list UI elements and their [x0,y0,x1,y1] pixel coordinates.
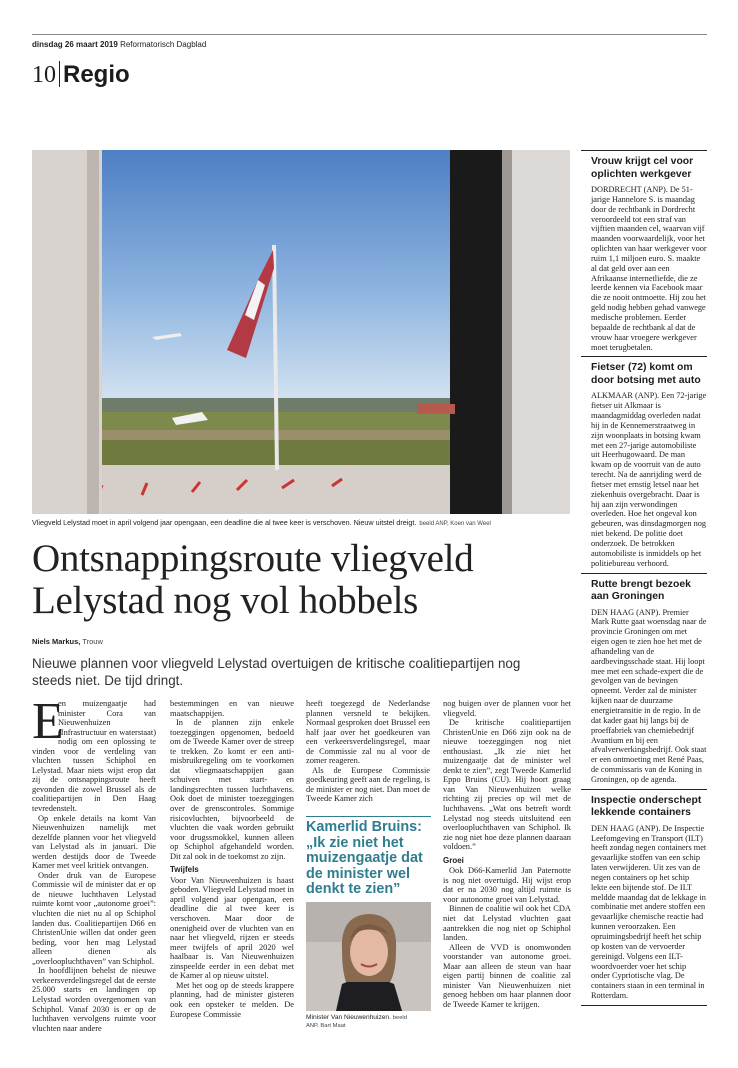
paragraph: nog buigen over de plannen voor het vliegveld. [443,699,571,718]
paragraph: In hoofdlijnen behelst de nieuwe verkeersverdelingsregel dat de eerste 25.000 starts en landingen op Lelystad worden overgenomen van Schiphol. Vanaf 2030 is er op de luchthaven vervolgens ruimte voor vluchten naar andere [32,966,156,1033]
paragraph: Ook D66-Kamerlid Jan Paternotte is nog niet overtuigd. Hij wijst erop dat er na 2030 nog altijd ruimte is voor autonome groei van Lelystad. [443,866,571,904]
sidebar-end-rule [581,1005,707,1006]
article-headline [32,538,572,622]
paragraph: en muizengaatje had minister Cora van Nieuwenhuizen (Infrastructuur en waterstaat) nodig om een oplossing te vinden voor de verdeling van vluchten tussen Schiphol en Lelystad. Maar niets wijst erop dat zij de ontsnappingsroute heeft gevonden die zowel Brussel als de coalitiepartijen in Den Haag tevredenstelt. [32,699,156,814]
news-brief-title: Fietser (72) komt om door botsing met auto [591,362,701,386]
paragraph: De kritische coalitiepartijen ChristenUnie en D66 zijn ook na de nieuwe toezeggingen nog niet enthousiast. „Ik zie niet het muizengaatje dat de minister wel denkt te zien”, zegt Tweede Kamerlid Eppo Bruins (CU). Hij hoort graag van Van Nieuwenhuizen welke richting zij precies op wil met de luchthavens. „Wat ons betreft wordt Lelystad nog steeds uitsluitend een overloopluchthaven van Schiphol. Ik zie nog niet hoe deze plannen daaraan voldoen.” [443,718,571,852]
author-name: Niels Markus, [32,637,81,646]
drop-cap: E [32,693,64,750]
headline-line-2: Lelystad nog vol hobbels [32,579,418,622]
paragraph: Met het oog op de steeds krappere planning, had de minister gisteren ook een opsteker te melden. De Europese Commissie [170,980,294,1019]
paragraph: In de plannen zijn enkele toezeggingen opgenomen, bedoeld om de Tweede Kamer over de streep te trekken. Zo komt er een anti-misbruikregeling om te voorkomen dat vliegmaatschappijen gaan schuiven met start- en landingsrechten tussen luchthavens. Ook doet de minister toezeggingen over de grenscontroles. Sommige risicovluchten, bijvoorbeeld de vluchten die vaak worden gebruikt voor drugssmokkel, kunnen alleen op Schiphol afgehandeld worden. Dit zal ook in de toekomst zo zijn. [170,718,294,861]
portrait-caption-text: Minister Van Nieuwenhuizen. [306,1014,391,1021]
news-brief-title: Vrouw krijgt cel voor oplichten werkgever [591,156,694,180]
article-column-2 [170,699,294,1019]
page-header [32,60,130,90]
byline [32,637,103,646]
article-column-4 [443,699,571,1010]
paragraph: heeft toegezegd de Nederlandse plannen versneld te bekijken. Normaal gesproken doet Brussel een half jaar over het goedkeuren van een verkeersverdelingsregel, maar de Commissie zal nu al voor de zomer reageren. [306,699,430,766]
news-brief [581,356,707,568]
news-brief-body: ALKMAAR (ANP). Een 72-jarige fietser uit Alkmaar is maandagmiddag overleden nadat hij in de Kennemerstraatweg in zijn woonplaats in botsing kwam met een 27-jarige automobiliste uit Heerhugowaard. De man kwam op de voorruit van de auto terecht. Na de aanrijding werd de fietser met ernstig letsel naar het ziekenhuis overgebracht. Daar is hij aan zijn verwondingen overleden. Hoe het ongeval kon gebeuren, was dinsdagmorgen nog niet bekend. De politie doet onderzoek. De betrokken automobiliste is inmiddels op het politiebureau verhoord. [591,391,707,568]
news-brief [581,789,707,1001]
paragraph: bestemmingen en van nieuwe maatschappijen. [170,699,294,718]
paragraph: Op enkele details na komt Van Nieuwenhuizen namelijk met dezelfde plannen voor het vliegveld van Lelystad als in januari. Die werden destijds door de Tweede Kamer met veel kritiek ontvangen. [32,813,156,871]
article-column-3 [306,699,430,804]
paragraph: Alleen de VVD is onomwonden voorstander van autonome groei. Maar aan alleen de steun van haar eigen partij binnen de coalitie zal minister Van Nieuwenhuizen niet genoeg hebben om haar plannen door de Tweede Kamer te krijgen. [443,942,571,1009]
news-brief [581,573,707,785]
article-column-1 [32,693,156,1033]
news-brief-body: DEN HAAG (ANP). Premier Mark Rutte gaat woensdag naar de provincie Groningen om met eigen ogen te zien hoe het met de afhandeling van de aardbevingsschade staat. Hij loopt mee met een schade-expert die de gevolgen van de bevingen opneemt. Verder zal de minister kijken naar de duurzame energietransitie in de regio. In de dat kader gaat hij langs bij de proeffabriek van chemiebedrijf Avantium en bij een afvalverwerkingsbedrijf. Ook staat er een ontmoeting met René Paas, de commissaris van de Koning in Groningen, op de agenda. [591,607,707,784]
issue-date: dinsdag 26 maart 2019 [32,40,118,49]
photo-caption-text: Vliegveld Lelystad moet in april volgend jaar opengaan, een deadline die al twee keer is verschoven. Nieuw uitstel dreigt. [32,518,417,527]
paragraph: Voor Van Nieuwenhuizen is haast geboden. Vliegveld Lelystad moet in april volgend jaar opengaan, een deadline die al twee keer is verschoven. Maar door de onenigheid over de vluchten van en naar het vliegveld, rijzen er steeds meer twijfels of april 2020 wel haalbaar is. Van Nieuwenhuizen zinspeelde eerder in een debat met de Kamer al op nieuw uitstel. [170,875,294,981]
news-brief-body: DEN HAAG (ANP). De Inspectie Leefomgeving en Transport (ILT) heeft zondag negen containers met gevaarlijke stoffen van een schip laten verwijderen. Uit zes van de negen containers op het schip lekte een bijtende stof. De ILT meldde maandag dat de lekkage in combinatie met andere stoffen een gevaarlijke chemische reactie had kunnen veroorzaken. Een opruimingsbedrijf heeft het schip op kosten van de vervoerder gereinigd. Volgens een ILT-woordvoerder voer het schip onder Cypriotische vlag. De containers staan in een terminal in Rotterdam. [591,823,707,1001]
publication-name: Reformatorisch Dagblad [120,40,207,49]
section-title: Regio [63,61,130,88]
airfield-photo [32,150,570,514]
news-brief-title: Inspectie onderschept lekkende containers [591,794,702,819]
minister-portrait-image [306,902,431,1011]
news-briefs-sidebar [581,150,707,1006]
subheading-groei: Groei [443,855,464,865]
photo-caption [32,518,572,527]
minister-portrait [306,902,431,1011]
subheading-twijfels: Twijfels [170,865,199,875]
portrait-credit: ANP, Bart Maat [306,1023,346,1029]
portrait-credit-label: beeld [392,1015,407,1021]
dateline [32,40,206,49]
header-divider [59,61,60,87]
pull-quote-text: „Ik zie niet het muizengaatje dat de minister wel denkt te zien” [306,834,423,897]
top-rule [32,34,707,35]
pull-quote-rule [306,816,431,817]
author-outlet: Trouw [82,637,103,646]
page-number: 10 [32,62,56,88]
paragraph: Als de Europese Commissie goedkeuring geeft aan de regeling, is de minister er nog niet. Dan moet de Tweede Kamer zich [306,765,430,804]
news-brief-body: DORDRECHT (ANP). De 51-jarige Hannelore S. is maandag door de rechtbank in Dordrecht veroordeeld tot een straf van vijftien maanden cel, waarvan vijf maanden voorwaardelijk, voor het oplichten van haar werkgever voor ruim 1,1 miljoen euro. S. maakte al dat geld over aan een Afrikaanse internetliefde, die ze leerde kennen via Facebook maar die ze nooit ontmoette. Hij zou het geld nodig hebben gehad vanwege medische problemen. Eerder bepaalde de rechtbank al dat de vrouw haar vroegere werkgever moet terugbetalen. [591,185,707,352]
pull-quote-name: Kamerlid Bruins: [306,819,422,835]
news-brief [581,150,707,352]
airfield-photo-image [32,150,570,514]
paragraph: Binnen de coalitie wil ook het CDA niet dat Lelystad vluchten gaat aantrekken die nog niet op Schiphol landen. [443,904,571,943]
paragraph: Onder druk van de Europese Commissie wil de minister dat er op de nieuwe luchthaven Lelystad ruimte komt voor „autonome groei”: vluchten die niet nu al op Schiphol landen dus. Coalitiepartijen D66 en ChristenUnie willen dat onder geen beding, voor hen mag Lelystad alleen dienen als „overloopluchthaven” van Schiphol. [32,870,156,966]
pull-quote [306,816,431,898]
headline-line-1: Ontsnappingsroute vliegveld [32,537,474,580]
portrait-caption [306,1014,434,1030]
article-intro: Nieuwe plannen voor vliegveld Lelystad overtuigen de kritische coalitiepartijen nog steeds niet. De tijd dringt. [32,656,521,688]
news-brief-title: Rutte brengt bezoek aan Groningen [591,578,691,603]
photo-credit: beeld ANP, Koen van Weel [419,521,491,527]
